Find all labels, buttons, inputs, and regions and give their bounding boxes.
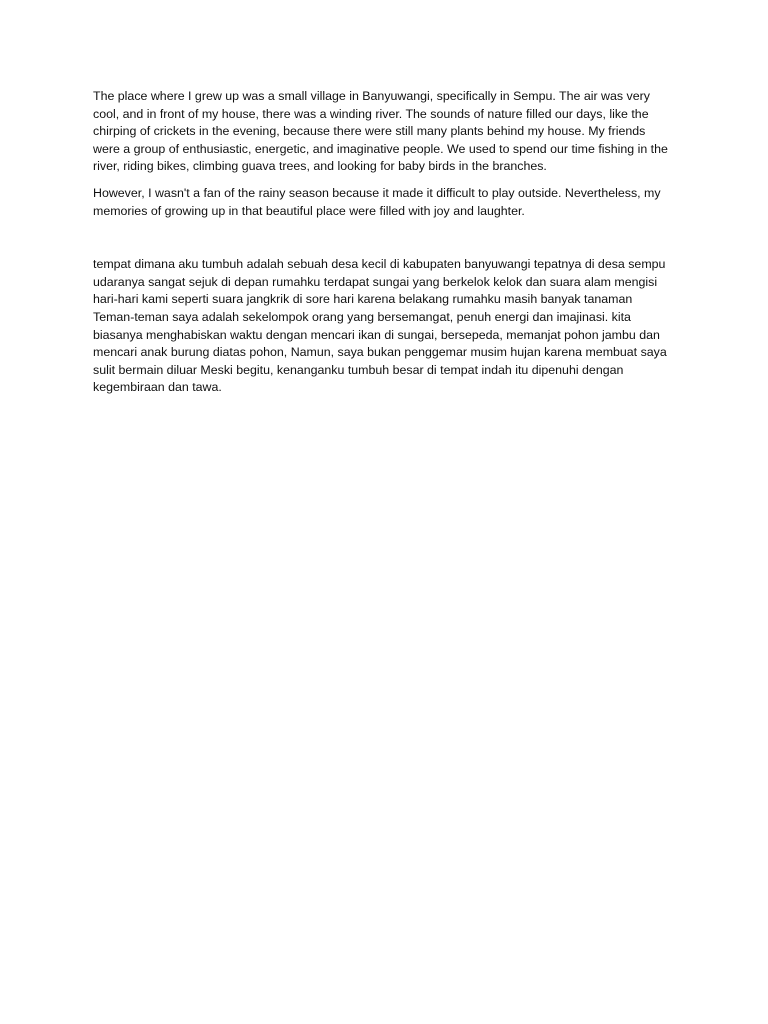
document-body xyxy=(93,88,673,397)
english-paragraph-2: However, I wasn't a fan of the rainy season because it made it difficult to play outside. Nevertheless, my memories of growing up in that beautiful place were filled with joy and laughter. xyxy=(93,185,661,218)
paragraph-spacer xyxy=(93,220,673,256)
english-paragraph-1: The place where I grew up was a small village in Banyuwangi, specifically in Sempu. The air was very cool, and in front of my house, there was a winding river. The sounds of nature filled our days, like the chirping of crickets in the evening, because there were still many plants behind my house. My friends were a group of enthusiastic, energetic, and imaginative people. We used to spend our time fishing in the river, riding bikes, climbing guava trees, and looking for baby birds in the branches. xyxy=(93,89,668,174)
indonesian-paragraph: tempat dimana aku tumbuh adalah sebuah desa kecil di kabupaten banyuwangi tepatnya di desa sempu udaranya sangat sejuk di depan rumahku terdapat sungai yang berkelok kelok dan suara alam mengisi hari-hari kami seperti suara jangkrik di sore hari karena belakang rumahku masih banyak tanaman Teman-teman saya adalah sekelompok orang yang bersemangat, penuh energi dan imajinasi. kita biasanya menghabiskan waktu dengan mencari ikan di sungai, bersepeda, memanjat pohon jambu dan mencari anak burung diatas pohon, Namun, saya bukan penggemar musim hujan karena membuat saya sulit bermain diluar Meski begitu, kenanganku tumbuh besar di tempat indah itu dipenuhi dengan kegembiraan dan tawa. xyxy=(93,257,667,395)
